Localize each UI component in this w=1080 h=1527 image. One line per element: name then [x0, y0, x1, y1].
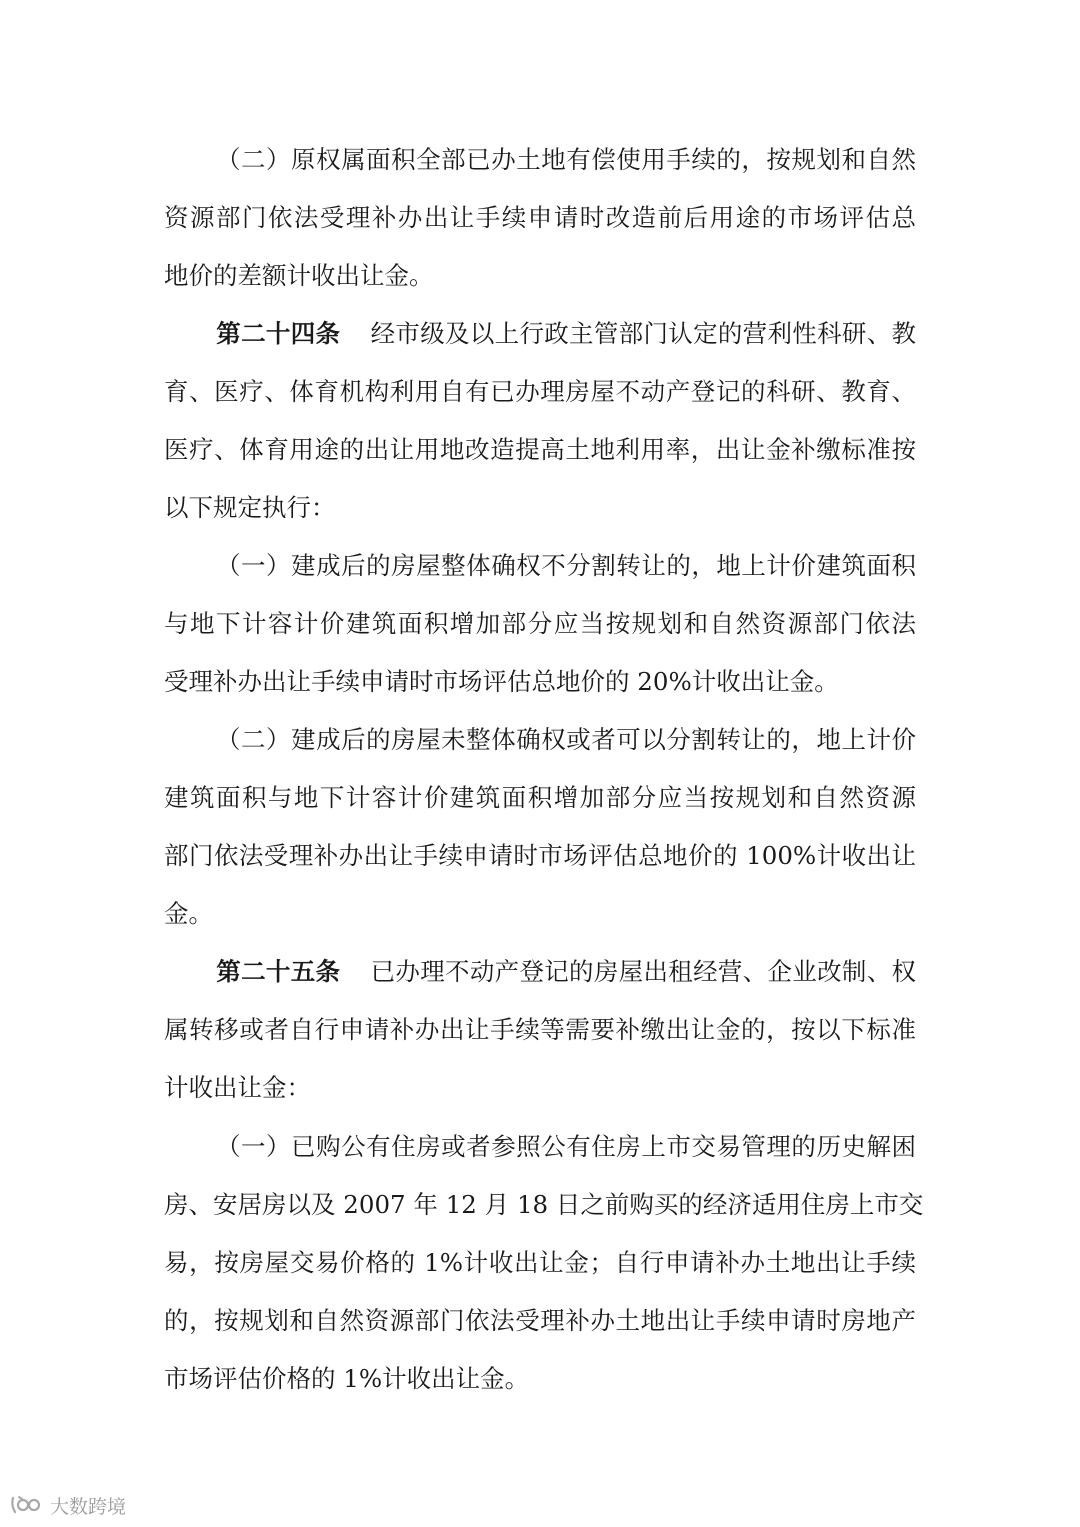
paragraph-line: 属转移或者自行申请补办出让手续等需要补缴出让金的，按以下标准	[164, 1015, 916, 1044]
paragraph-3	[164, 537, 916, 711]
paragraph-line: （二）建成后的房屋未整体确权或者可以分割转让的，地上计价	[216, 725, 916, 754]
paragraph-6	[164, 1118, 924, 1408]
article-25	[164, 943, 916, 1117]
article-24	[164, 305, 916, 537]
paragraph-line: （一）建成后的房屋整体确权不分割转让的，地上计价建筑面积	[216, 551, 916, 580]
paragraph-line	[164, 305, 916, 363]
paragraph-line: 受理补办出让手续申请时市场评估总地价的 20%计收出让金。	[164, 667, 839, 696]
paragraph-1	[164, 131, 916, 305]
brand-logo-icon	[10, 1494, 44, 1516]
article-text: 经市级及以上行政主管部门认定的营利性科研、教	[370, 319, 917, 348]
paragraph-line: 育、医疗、体育机构利用自有已办理房屋不动产登记的科研、教育、	[164, 377, 916, 406]
article-heading: 第二十五条	[216, 957, 341, 986]
paragraph-line: 建筑面积与地下计容计价建筑面积增加部分应当按规划和自然资源	[164, 783, 916, 812]
paragraph-line: 易，按房屋交易价格的 1%计收出让金；自行申请补办土地出让手续	[164, 1248, 916, 1277]
watermark-text: 大数跨境	[50, 1495, 127, 1518]
paragraph-line: 计收出让金：	[164, 1073, 311, 1102]
paragraph-line: 与地下计容计价建筑面积增加部分应当按规划和自然资源部门依法	[164, 609, 916, 638]
article-heading: 第二十四条	[216, 319, 341, 348]
paragraph-line: （一）已购公有住房或者参照公有住房上市交易管理的历史解困	[216, 1132, 916, 1161]
paragraph-line: 部门依法受理补办出让手续申请时市场评估总地价的 100%计收出让	[164, 841, 916, 870]
paragraph-line	[164, 943, 916, 1001]
paragraph-4	[164, 711, 916, 943]
paragraph-line: 市场评估价格的 1%计收出让金。	[164, 1364, 530, 1393]
paragraph-line: 以下规定执行：	[164, 493, 336, 522]
paragraph-line: （二）原权属面积全部已办土地有偿使用手续的，按规划和自然	[216, 145, 916, 174]
paragraph-line: 金。	[164, 899, 213, 928]
paragraph-line: 医疗、体育用途的出让用地改造提高土地利用率，出让金补缴标准按	[164, 435, 916, 464]
article-text: 已办理不动产登记的房屋出租经营、企业改制、权	[370, 957, 917, 986]
watermark	[10, 1490, 126, 1520]
paragraph-line: 地价的差额计收出让金。	[164, 261, 434, 290]
paragraph-line: 的，按规划和自然资源部门依法受理补办土地出让手续申请时房地产	[164, 1306, 916, 1335]
paragraph-line: 房、安居房以及 2007 年 12 月 18 日之前购买的经济适用住房上市交	[164, 1190, 924, 1219]
paragraph-line: 资源部门依法受理补办出让手续申请时改造前后用途的市场评估总	[164, 203, 916, 232]
